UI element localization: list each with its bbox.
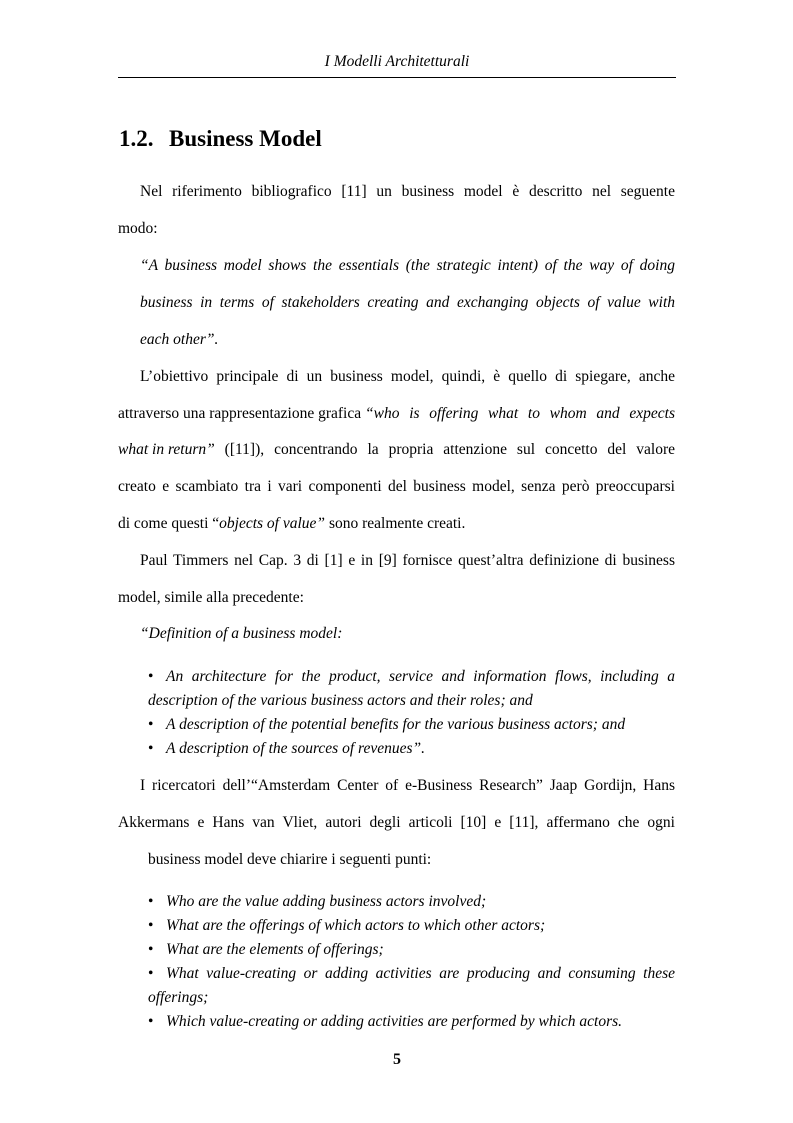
list-item (148, 916, 545, 936)
list-item (148, 739, 425, 759)
paragraph-line: business model deve chiarire i seguenti punti: (148, 851, 432, 868)
paragraph-line: L’obiettivo principale di un business model, quindi, è quello di spiegare, anche (140, 368, 675, 385)
section-heading (119, 124, 322, 154)
paragraph-line: creato e scambiato tra i vari componenti del business model, senza però preoccuparsi (118, 478, 675, 495)
list-item-text: A description of the potential benefits for the various business actors; and (166, 716, 626, 733)
text-run-italic: what in return” (118, 441, 215, 458)
header-rule (118, 77, 676, 78)
paragraph-line (118, 404, 675, 424)
quote-line: business in terms of stakeholders creating and exchanging objects of value with (140, 294, 675, 311)
section-number: 1.2. (119, 126, 154, 151)
list-item-text: What are the elements of offerings; (166, 941, 384, 958)
list-item (148, 892, 486, 912)
quote-line: “A business model shows the essentials (the strategic intent) of the way of doing (140, 257, 675, 274)
paragraph-line (118, 440, 675, 460)
list-item (148, 1012, 622, 1032)
page-number: 5 (393, 1051, 401, 1068)
text-run: sono realmente creati. (325, 515, 466, 532)
list-item (148, 964, 675, 984)
text-run: attraverso una rappresentazione grafica (118, 405, 366, 422)
bullet-icon: • (148, 893, 154, 910)
paragraph-line: modo: (118, 220, 158, 237)
bullet-icon: • (148, 917, 154, 934)
list-item-continuation: offerings; (148, 989, 209, 1006)
bullet-icon: • (148, 716, 154, 733)
paragraph-line: Akkermans e Hans van Vliet, autori degli articoli [10] e [11], affermano che ogni (118, 814, 675, 831)
section-title: Business Model (169, 126, 322, 151)
paragraph-line: I ricercatori dell’“Amsterdam Center of e-Business Research” Jaap Gordijn, Hans (140, 777, 675, 794)
list-item-text: What are the offerings of which actors to which other actors; (166, 917, 546, 934)
list-item-continuation: description of the various business actors and their roles; and (148, 692, 533, 709)
text-run-italic: “who is offering what to whom and expects (365, 405, 675, 422)
running-header: I Modelli Architetturali (324, 53, 470, 70)
paragraph-line (118, 514, 465, 534)
bullet-icon: • (148, 941, 154, 958)
list-item-text: A description of the sources of revenues”. (166, 740, 426, 757)
text-run: ([11]), concentrando la propria attenzione sul concetto del valore (214, 441, 675, 458)
quote-line: each other”. (140, 331, 219, 348)
list-item (148, 667, 675, 687)
list-item-text: Which value-creating or adding activities are performed by which actors. (166, 1013, 623, 1030)
quote-line: “Definition of a business model: (140, 625, 343, 642)
bullet-icon: • (148, 668, 154, 685)
bullet-icon: • (148, 740, 154, 757)
paragraph-line: model, simile alla precedente: (118, 589, 304, 606)
bullet-icon: • (148, 965, 154, 982)
text-run-italic: objects of value” (219, 515, 326, 532)
paragraph-line: Nel riferimento bibliografico [11] un business model è descritto nel seguente (140, 183, 675, 200)
paragraph-line: Paul Timmers nel Cap. 3 di [1] e in [9] fornisce quest’altra definizione di business (140, 552, 675, 569)
list-item (148, 715, 625, 735)
text-run: di come questi “ (118, 515, 220, 532)
bullet-icon: • (148, 1013, 154, 1030)
list-item-text: An architecture for the product, service and information flows, including a (166, 668, 675, 685)
list-item-text: What value-creating or adding activities are producing and consuming these (166, 965, 675, 982)
list-item (148, 940, 384, 960)
list-item-text: Who are the value adding business actors involved; (166, 893, 487, 910)
